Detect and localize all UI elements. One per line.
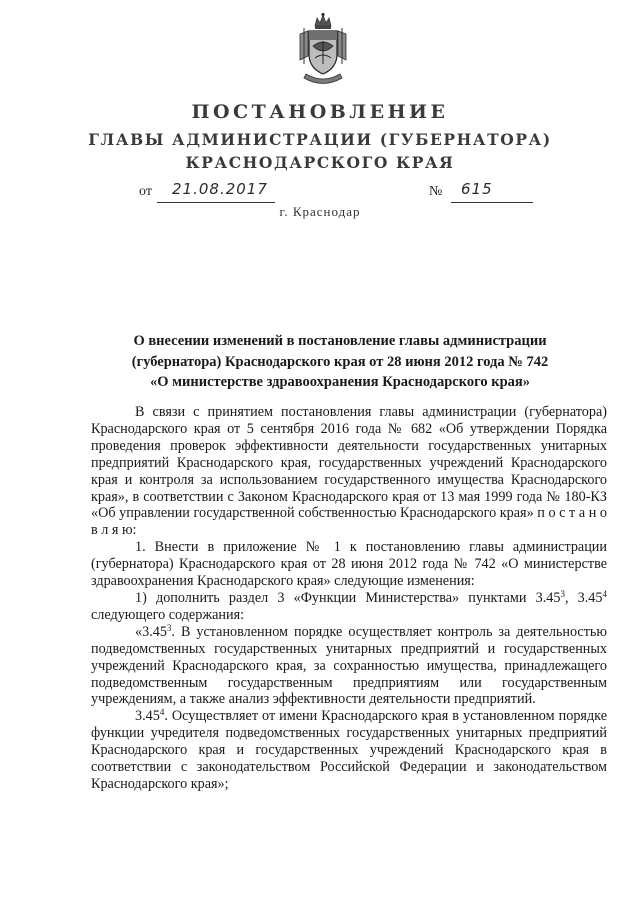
preamble-text: В связи с принятием постановления главы администрации (губернатора) Краснодарского края от 5 сентября 2016 года № 682 «Об утверждении Порядка проведения проверок эффективности деятельности государственных унитарных предприятий Краснодарского края, государственных учреждений Краснодарского края и контроля за использованием государственного имущества Краснодарского края», в соответствии с Законом Краснодарского края от 13 мая 1999 года № 180-КЗ «Об управлении государственной собственностью Краснодарского края» — [91, 404, 607, 522]
subitem-text-b: , 3.45 — [564, 589, 603, 606]
paragraph-clause-3-45-4 — [91, 708, 607, 793]
issuer-line-2: КРАСНОДАРСКОГО КРАЯ — [185, 153, 455, 172]
title-line-1: О внесении изменений в постановление главы администрации — [133, 333, 547, 349]
superscript: 3 — [166, 622, 172, 633]
superscript: 4 — [159, 707, 165, 718]
superscript: 4 — [602, 588, 607, 599]
title-line-3: «О министерстве здравоохранения Краснодарского края» — [149, 374, 531, 390]
title-line-2: (губернатора) Краснодарского края от 28 июня 2012 года № 742 — [131, 353, 549, 370]
subitem-text-c: следующего содержания: — [91, 606, 245, 623]
clause-text: . Осуществляет от имени Краснодарского края в установленном порядке функции учредителя подведомственных государственных унитарных предприятий Краснодарского края и государственных учреждений Краснодарского края в соответствии с законодательством Российской Федерации и законодательством Краснодарского края»; — [91, 708, 607, 792]
clause-text: . В установленном порядке осуществляет контроль за деятельностью подведомственных государственных унитарных предприятий и государственных учреждений Краснодарского края, за сохранностью имущества, принадлежащего подведомственным государственным предприятиям или государственным учреждениям, а также анализ эффективности деятельности предприятий. — [91, 623, 607, 708]
document-title — [80, 331, 600, 393]
date-underline — [157, 202, 275, 203]
paragraph-item-1: 1. Внести в приложение № 1 к постановлению главы администрации (губернатора) Краснодарского края от 28 июня 2012 года № 742 «О министерстве здравоохранения Краснодарского края» следующие изменения: — [91, 539, 607, 590]
paragraph-preamble — [91, 404, 607, 539]
clause-number: «3.45 — [135, 623, 167, 640]
clause-number: 3.45 — [135, 708, 160, 725]
superscript: 3 — [560, 588, 565, 599]
paragraph-subitem-1 — [91, 590, 607, 624]
date-label: от — [139, 184, 152, 199]
coat-of-arms-emblem — [296, 12, 350, 90]
number-value: 615 — [461, 180, 493, 198]
city-line: г. Краснодар — [279, 204, 361, 219]
subitem-text-a: 1) дополнить раздел 3 «Функции Министерства» пунктами 3.45 — [135, 589, 561, 606]
document-body — [91, 404, 607, 793]
resolve-word: п о с т а н о в л я ю: — [91, 505, 607, 539]
paragraph-clause-3-45-3 — [91, 624, 607, 709]
number-underline — [451, 202, 533, 203]
document-type-title: ПОСТАНОВЛЕНИЕ — [191, 101, 449, 123]
issuer-line-1: ГЛАВЫ АДМИНИСТРАЦИИ (ГУБЕРНАТОРА) — [88, 130, 552, 149]
date-value: 21.08.2017 — [172, 180, 268, 198]
number-label: № — [429, 184, 443, 199]
